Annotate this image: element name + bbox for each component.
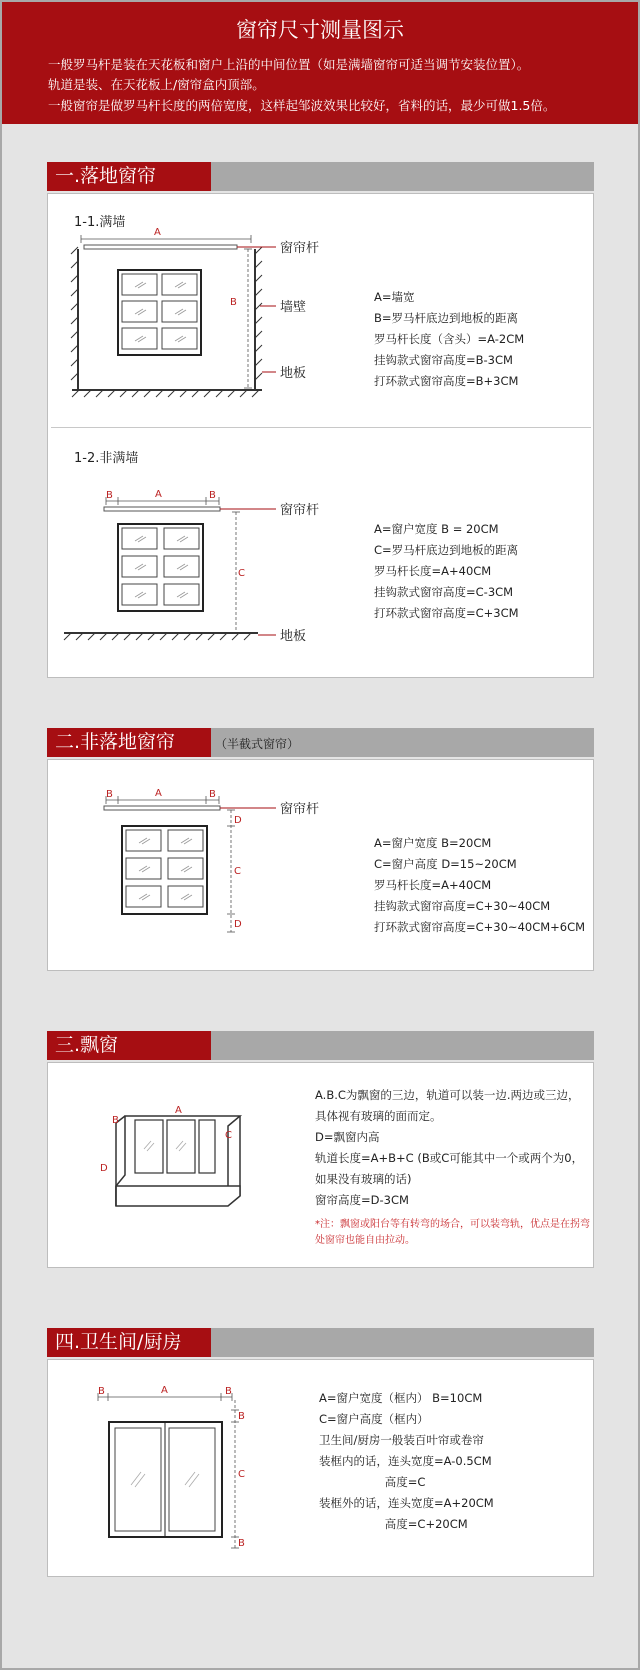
section-1-panel — [47, 193, 594, 678]
section-3-heading-bar — [47, 1031, 594, 1060]
spec-line: 罗马杆长度=A+40CM — [374, 878, 492, 892]
intro-line-3: 一般窗帘是做罗马杆长度的两倍宽度，这样起邹波效果比较好，省料的话，最少可做1.5倍。 — [48, 98, 556, 113]
callout-rod: 窗帘杆 — [280, 802, 320, 817]
spec-line: 打环款式窗帘高度=C+30~40CM+6CM — [374, 920, 586, 934]
dim-a-label: A — [155, 788, 162, 799]
section-2-subheading: （半截式窗帘） — [215, 737, 300, 751]
page-title: 窗帘尺寸测量图示 — [236, 18, 404, 42]
spec-line: C=窗户高度 D=15~20CM — [374, 857, 517, 871]
section-1-heading-bar — [47, 162, 594, 191]
page-header — [0, 0, 640, 124]
callout-floor: 地板 — [280, 629, 307, 644]
callout-floor: 地板 — [280, 366, 307, 381]
note-line: *注：飘窗或阳台等有转弯的场合，可以装弯轨，优点是在拐弯 — [315, 1219, 590, 1230]
spec-line: 卫生间/厨房一般装百叶帘或卷帘 — [319, 1433, 484, 1447]
section-2-heading-bar — [47, 728, 594, 757]
dim-b-left-label: B — [98, 1386, 105, 1397]
callout-wall: 墙壁 — [280, 300, 307, 315]
note-line: 处窗帘也能自由拉动。 — [315, 1235, 415, 1246]
section-2-panel — [47, 759, 594, 971]
dim-c-label: C — [238, 568, 245, 579]
spec-line: 轨道长度=A+B+C (B或C可能其中一个或两个为0， — [315, 1151, 584, 1165]
spec-line: 具体视有玻璃的面而定。 — [315, 1109, 442, 1123]
section-3-heading: 三.飘窗 — [47, 1031, 211, 1060]
spec-line: 罗马杆长度=A+40CM — [374, 564, 492, 578]
dim-a-label: A — [154, 227, 161, 238]
spec-line: D=飘窗内高 — [315, 1130, 380, 1144]
spec-line: 高度=C+20CM — [319, 1517, 468, 1531]
dim-b-left-label: B — [106, 490, 113, 501]
dim-b-right-label: B — [209, 789, 216, 800]
spec-line: A=窗户宽度 B = 20CM — [374, 522, 499, 536]
dim-a-label: A — [155, 489, 162, 500]
spec-line: C=窗户高度（框内） — [319, 1412, 429, 1426]
spec-line: 打环款式窗帘高度=C+3CM — [374, 606, 519, 620]
dim-c-label: C — [234, 866, 241, 877]
spec-line: A=窗户宽度（框内） B=10CM — [319, 1391, 483, 1405]
dim-b-bottom-label: B — [238, 1538, 245, 1549]
section-4-heading: 四.卫生间/厨房 — [47, 1328, 211, 1357]
section-2-heading: 二.非落地窗帘 — [47, 728, 211, 757]
section-4-heading-bar — [47, 1328, 594, 1357]
section-4-panel — [47, 1359, 594, 1577]
spec-line: 罗马杆长度（含头）=A-2CM — [374, 332, 525, 346]
section-4-specs — [319, 1388, 494, 1535]
intro-line-2: 轨道是装、在天花板上/窗帘盒内顶部。 — [48, 77, 265, 92]
callout-rod: 窗帘杆 — [280, 503, 320, 518]
section-1-heading: 一.落地窗帘 — [47, 162, 211, 191]
spec-line: 装框内的话，连头宽度=A-0.5CM — [319, 1454, 492, 1468]
dim-d-top-label: D — [234, 815, 242, 826]
spec-line: 装框外的话，连头宽度=A+20CM — [319, 1496, 494, 1510]
spec-line: A=窗户宽度 B=20CM — [374, 836, 492, 850]
section-2-specs — [374, 833, 585, 938]
dim-d-bottom-label: D — [234, 919, 242, 930]
spec-line: B=罗马杆底边到地板的距离 — [374, 311, 519, 325]
dim-a-label: A — [175, 1105, 182, 1116]
dim-b-top-label: B — [238, 1411, 245, 1422]
callout-rod: 窗帘杆 — [280, 241, 320, 256]
spec-line: A.B.C为飘窗的三边，轨道可以装一边.两边或三边， — [315, 1088, 580, 1102]
dim-b-right-label: B — [209, 490, 216, 501]
dim-b-label: B — [112, 1115, 119, 1126]
spec-line: C=罗马杆底边到地板的距离 — [374, 543, 519, 557]
spec-line: A=墙宽 — [374, 290, 415, 304]
dim-b-label: B — [230, 297, 237, 308]
spec-line: 窗帘高度=D-3CM — [315, 1193, 409, 1207]
spec-line: 挂钩款式窗帘高度=C-3CM — [374, 585, 514, 599]
sub-1-1-title: 1-1.满墙 — [74, 215, 126, 230]
spec-line: 挂钩款式窗帘高度=C+30~40CM — [374, 899, 551, 913]
dim-d-label: D — [100, 1163, 108, 1174]
dim-c-label: C — [225, 1130, 232, 1141]
dim-b-right-label: B — [225, 1386, 232, 1397]
intro-line-1: 一般罗马杆是装在天花板和窗户上沿的中间位置（如是满墙窗帘可适当调节安装位置）。 — [48, 57, 530, 72]
dim-b-left-label: B — [106, 789, 113, 800]
section-3-specs — [315, 1085, 583, 1211]
section-3-note — [315, 1217, 590, 1249]
section-3-panel — [47, 1062, 594, 1268]
spec-line: 高度=C — [319, 1475, 426, 1489]
dim-a-label: A — [161, 1385, 168, 1396]
spec-line: 挂钩款式窗帘高度=B-3CM — [374, 353, 513, 367]
sub-1-2-title: 1-2.非满墙 — [74, 451, 139, 466]
dim-c-label: C — [238, 1469, 245, 1480]
spec-line: 打环款式窗帘高度=B+3CM — [374, 374, 519, 388]
spec-line: 如果没有玻璃的话) — [315, 1172, 412, 1186]
sub-1-2-specs — [374, 519, 519, 624]
